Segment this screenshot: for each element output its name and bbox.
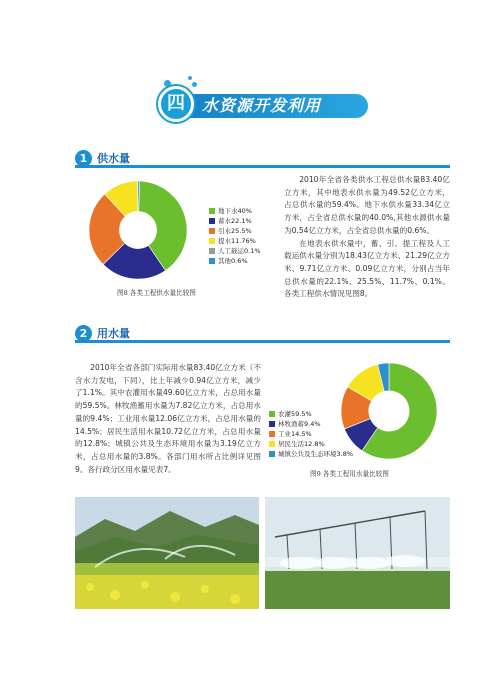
- legend-label: 引水25.5%: [218, 227, 252, 235]
- chapter-header: [158, 90, 368, 120]
- legend-item: [209, 226, 252, 235]
- legend-swatch: [269, 411, 275, 417]
- legend-item: [209, 256, 248, 265]
- chapter-title: 水资源开发利用: [202, 96, 322, 115]
- section-divider: [75, 340, 450, 343]
- legend-item: [209, 206, 252, 215]
- paragraph: 在地表水供水量中，蓄、引、提工程及人工载运供水量分别为18.43亿立方米、21.29亿立方米、9.71亿立方米、0.09亿立方米，分别占当年总供水量的22.1%、25.5%、11.7%、0.1%。各类工程供水情况见图8。: [284, 238, 450, 299]
- paragraph: 2010年全省各部门实际用水量83.40亿立方米（不含水力发电，下同），比上年减少0.94亿立方米，减少了1.1%。其中农灌用水量49.60亿立方米，占总用水量的59.5%。林牧渔蓄用水量为7.82亿立方米，占总用水量的9.4%；工业用水量12.06亿立方米，占总用水量的14.5%；居民生活用水量10.72亿立方米，占总用水量的12.8%；城镇公共及生态环境用水量为3.19亿立方米，占总用水量的3.8%。各部门用水所占比例详见图9。各行政分区用水量见表7。: [75, 363, 261, 474]
- legend-label: 工业14.5%: [278, 430, 312, 438]
- section-divider: [75, 165, 450, 168]
- section-header-usage: [75, 325, 450, 342]
- legend-swatch: [269, 441, 275, 447]
- water-drop-icon: [192, 82, 197, 87]
- usage-text: [75, 362, 261, 476]
- legend-label: 其他0.6%: [218, 257, 248, 265]
- supply-text: [284, 174, 450, 301]
- legend-label: 蓄水22.1%: [218, 217, 252, 225]
- legend-label: 人工载运0.1%: [218, 247, 261, 255]
- legend-swatch: [269, 431, 275, 437]
- legend-item: [269, 439, 325, 448]
- legend-item: [209, 246, 261, 255]
- legend-item: [269, 409, 312, 418]
- section-title: 供水量: [97, 152, 130, 165]
- legend-swatch: [269, 451, 275, 457]
- paragraph: 2010年全省各类供水工程总供水量83.40亿立方米，其中地表水供水量为49.52亿立方米，占总供水量的59.4%。地下水供水量33.34亿立方米，占全省总供水量的40.0%,其他水源供水量为0.54亿立方米，占全省总供水量的0.6%。: [284, 175, 450, 235]
- legend-label: 提水11.76%: [218, 237, 256, 245]
- section-number: 2: [75, 325, 92, 342]
- legend-item: [269, 429, 312, 438]
- legend-label: 城镇公共及生态环境3.8%: [278, 450, 354, 458]
- supply-pie-chart: [88, 180, 188, 280]
- legend-swatch: [209, 208, 215, 214]
- section-title: 用水量: [97, 327, 130, 340]
- section-number: 1: [75, 150, 92, 167]
- farmland-sprinkler-photo: [75, 497, 259, 609]
- center-pivot-irrigation-photo: [265, 497, 450, 609]
- legend-swatch: [269, 421, 275, 427]
- legend-swatch: [209, 218, 215, 224]
- figure-caption: 图8 各类工程供水量比较图: [117, 289, 196, 297]
- legend-swatch: [209, 238, 215, 244]
- water-drop-icon: [188, 76, 192, 80]
- legend-label: 地下水40%: [218, 207, 252, 215]
- legend-swatch: [209, 258, 215, 264]
- figure-caption: 图9 各类工程用水量比较图: [310, 470, 389, 478]
- legend-item: [269, 419, 321, 428]
- section-header-supply: [75, 150, 450, 167]
- legend-label: 居民生活12.8%: [278, 440, 325, 448]
- usage-pie-chart: [340, 362, 438, 460]
- legend-item: [269, 449, 353, 458]
- legend-item: [209, 236, 256, 245]
- legend-item: [209, 216, 252, 225]
- chapter-number-badge: 四: [158, 86, 194, 122]
- legend-swatch: [209, 248, 215, 254]
- legend-swatch: [209, 228, 215, 234]
- legend-label: 林牧渔蓄9.4%: [278, 420, 321, 428]
- legend-label: 农灌59.5%: [278, 410, 312, 418]
